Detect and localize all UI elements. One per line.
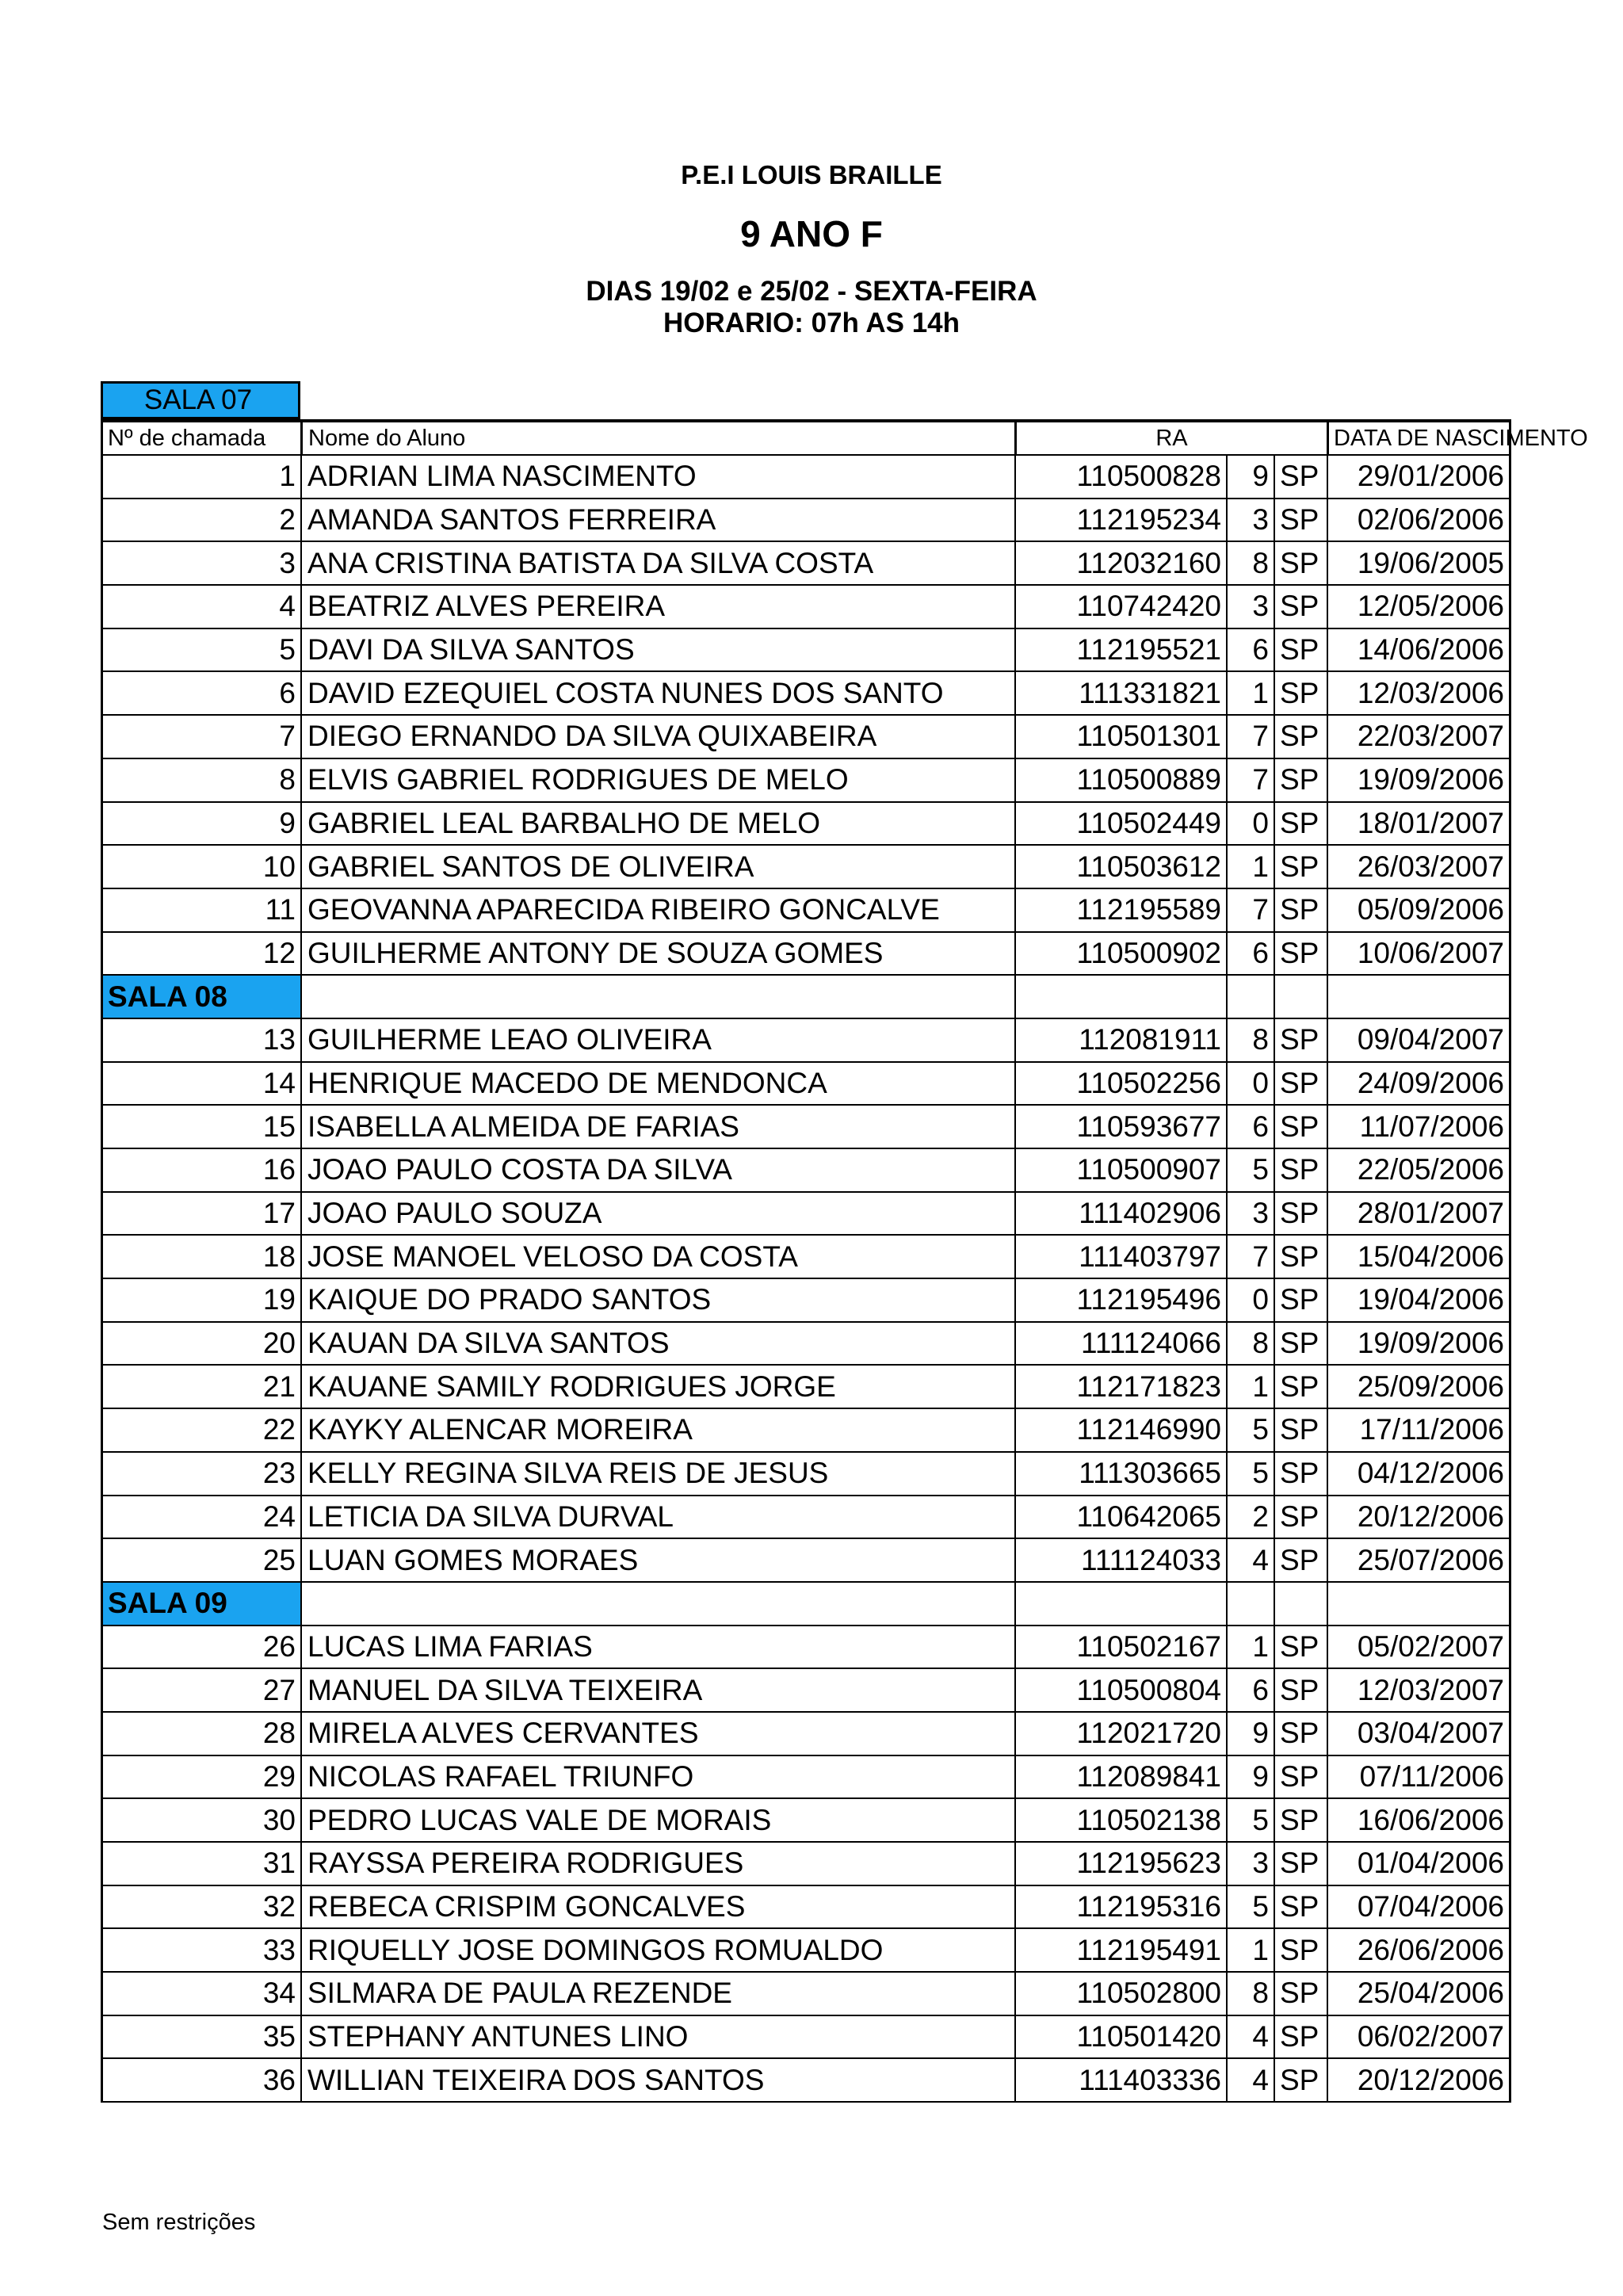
table-row xyxy=(101,846,1511,889)
call-number: 28 xyxy=(101,1713,300,1755)
ra-number: 111402906 xyxy=(1014,1193,1226,1235)
table-row xyxy=(101,2016,1511,2060)
ra-digit: 5 xyxy=(1226,1799,1274,1841)
birth-date: 05/02/2007 xyxy=(1327,1626,1511,1668)
student-name: KAUAN DA SILVA SANTOS xyxy=(300,1323,1014,1365)
ra-number: 112195316 xyxy=(1014,1886,1226,1928)
ra-state: SP xyxy=(1274,629,1327,671)
ra-state: SP xyxy=(1274,1626,1327,1668)
ra-number: 112146990 xyxy=(1014,1409,1226,1451)
sala-label: SALA 09 xyxy=(101,1583,300,1625)
table-row xyxy=(101,889,1511,933)
ra-number: 110500902 xyxy=(1014,933,1226,975)
ra-state: SP xyxy=(1274,1929,1327,1971)
table-row xyxy=(101,1669,1511,1713)
ra-state: SP xyxy=(1274,1539,1327,1581)
student-name: ANA CRISTINA BATISTA DA SILVA COSTA xyxy=(300,542,1014,584)
call-number: 4 xyxy=(101,586,300,628)
table-row xyxy=(101,629,1511,673)
table-row xyxy=(101,1323,1511,1366)
student-name: AMANDA SANTOS FERREIRA xyxy=(300,499,1014,541)
birth-date: 22/05/2006 xyxy=(1327,1149,1511,1191)
ra-digit: 7 xyxy=(1226,716,1274,758)
ra-digit: 6 xyxy=(1226,1106,1274,1148)
ra-state: SP xyxy=(1274,1756,1327,1798)
ra-digit: 9 xyxy=(1226,1756,1274,1798)
exam-days: DIAS 19/02 e 25/02 - SEXTA-FEIRA xyxy=(586,276,1037,307)
birth-date: 24/09/2006 xyxy=(1327,1063,1511,1105)
ra-number: 112195496 xyxy=(1014,1279,1226,1321)
call-number: 19 xyxy=(101,1279,300,1321)
ra-number: 112089841 xyxy=(1014,1756,1226,1798)
call-number: 12 xyxy=(101,933,300,975)
ra-state: SP xyxy=(1274,1713,1327,1755)
ra-digit: 1 xyxy=(1226,672,1274,714)
ra-number: 112081911 xyxy=(1014,1019,1226,1061)
ra-number: 112171823 xyxy=(1014,1366,1226,1408)
student-name: SILMARA DE PAULA REZENDE xyxy=(300,1973,1014,2015)
ra-number: 111331821 xyxy=(1014,672,1226,714)
student-name: GUILHERME ANTONY DE SOUZA GOMES xyxy=(300,933,1014,975)
call-number: 35 xyxy=(101,2016,300,2058)
table-row xyxy=(101,672,1511,716)
call-number: 8 xyxy=(101,759,300,801)
student-name: JOAO PAULO SOUZA xyxy=(300,1193,1014,1235)
table-row xyxy=(101,803,1511,846)
column-header-row xyxy=(101,419,1588,456)
ra-state: SP xyxy=(1274,1886,1327,1928)
sala-row xyxy=(101,976,1511,1019)
table-row xyxy=(101,1019,1511,1063)
birth-date: 12/05/2006 xyxy=(1327,586,1511,628)
empty-cell xyxy=(300,1583,1014,1625)
empty-cell xyxy=(1226,1583,1274,1625)
birth-date: 10/06/2007 xyxy=(1327,933,1511,975)
birth-date: 06/02/2007 xyxy=(1327,2016,1511,2058)
ra-state: SP xyxy=(1274,1799,1327,1841)
student-name: MIRELA ALVES CERVANTES xyxy=(300,1713,1014,1755)
call-number: 21 xyxy=(101,1366,300,1408)
birth-date: 09/04/2007 xyxy=(1327,1019,1511,1061)
ra-state: SP xyxy=(1274,1323,1327,1365)
ra-number: 112195521 xyxy=(1014,629,1226,671)
col-header-ra: RA xyxy=(1014,422,1327,454)
ra-number: 110500804 xyxy=(1014,1669,1226,1711)
table-row xyxy=(101,1409,1511,1453)
table-row xyxy=(101,933,1511,976)
ra-digit: 7 xyxy=(1226,1236,1274,1278)
table-row xyxy=(101,1799,1511,1843)
ra-state: SP xyxy=(1274,2016,1327,2058)
student-name: NICOLAS RAFAEL TRIUNFO xyxy=(300,1756,1014,1798)
table-row xyxy=(101,716,1511,759)
birth-date: 01/04/2006 xyxy=(1327,1843,1511,1885)
birth-date: 16/06/2006 xyxy=(1327,1799,1511,1841)
student-name: WILLIAN TEIXEIRA DOS SANTOS xyxy=(300,2059,1014,2101)
call-number: 32 xyxy=(101,1886,300,1928)
student-name: PEDRO LUCAS VALE DE MORAIS xyxy=(300,1799,1014,1841)
table-row xyxy=(101,456,1511,499)
ra-digit: 3 xyxy=(1226,586,1274,628)
ra-number: 112195234 xyxy=(1014,499,1226,541)
birth-date: 14/06/2006 xyxy=(1327,629,1511,671)
birth-date: 25/04/2006 xyxy=(1327,1973,1511,2015)
ra-state: SP xyxy=(1274,1843,1327,1885)
ra-number: 110501301 xyxy=(1014,716,1226,758)
sala-row xyxy=(101,381,1511,419)
ra-digit: 1 xyxy=(1226,1929,1274,1971)
call-number: 34 xyxy=(101,1973,300,2015)
ra-state: SP xyxy=(1274,1279,1327,1321)
ra-number: 110502167 xyxy=(1014,1626,1226,1668)
ra-state: SP xyxy=(1274,1149,1327,1191)
ra-digit: 4 xyxy=(1226,1539,1274,1581)
ra-digit: 8 xyxy=(1226,1973,1274,2015)
table-row xyxy=(101,1626,1511,1670)
table-row xyxy=(101,499,1511,543)
ra-digit: 8 xyxy=(1226,1323,1274,1365)
ra-number: 111303665 xyxy=(1014,1453,1226,1495)
birth-date: 05/09/2006 xyxy=(1327,889,1511,931)
call-number: 2 xyxy=(101,499,300,541)
ra-digit: 3 xyxy=(1226,1193,1274,1235)
ra-digit: 6 xyxy=(1226,933,1274,975)
birth-date: 26/03/2007 xyxy=(1327,846,1511,888)
ra-number: 110642065 xyxy=(1014,1496,1226,1538)
student-name: RAYSSA PEREIRA RODRIGUES xyxy=(300,1843,1014,1885)
ra-digit: 7 xyxy=(1226,889,1274,931)
call-number: 1 xyxy=(101,456,300,498)
table-row xyxy=(101,1063,1511,1106)
ra-state: SP xyxy=(1274,759,1327,801)
ra-digit: 2 xyxy=(1226,1496,1274,1538)
ra-digit: 4 xyxy=(1226,2059,1274,2101)
ra-state: SP xyxy=(1274,1409,1327,1451)
empty-cell xyxy=(1274,1583,1327,1625)
table-row xyxy=(101,1106,1511,1149)
ra-digit: 0 xyxy=(1226,1279,1274,1321)
ra-number: 112195589 xyxy=(1014,889,1226,931)
table-row xyxy=(101,1149,1511,1193)
ra-digit: 0 xyxy=(1226,1063,1274,1105)
birth-date: 19/09/2006 xyxy=(1327,759,1511,801)
call-number: 25 xyxy=(101,1539,300,1581)
call-number: 27 xyxy=(101,1669,300,1711)
empty-cell xyxy=(1327,976,1511,1018)
col-header-birth: DATA DE NASCIMENTO xyxy=(1327,422,1511,454)
birth-date: 29/01/2006 xyxy=(1327,456,1511,498)
ra-number: 110742420 xyxy=(1014,586,1226,628)
birth-date: 12/03/2006 xyxy=(1327,672,1511,714)
birth-date: 19/09/2006 xyxy=(1327,1323,1511,1365)
ra-state: SP xyxy=(1274,1193,1327,1235)
ra-digit: 4 xyxy=(1226,2016,1274,2058)
ra-number: 111403797 xyxy=(1014,1236,1226,1278)
student-name: REBECA CRISPIM GONCALVES xyxy=(300,1886,1014,1928)
call-number: 30 xyxy=(101,1799,300,1841)
ra-state: SP xyxy=(1274,846,1327,888)
ra-state: SP xyxy=(1274,889,1327,931)
ra-number: 110502449 xyxy=(1014,803,1226,845)
ra-digit: 9 xyxy=(1226,1713,1274,1755)
student-name: KAYKY ALENCAR MOREIRA xyxy=(300,1409,1014,1451)
ra-state: SP xyxy=(1274,716,1327,758)
sala-label: SALA 08 xyxy=(101,976,300,1018)
birth-date: 22/03/2007 xyxy=(1327,716,1511,758)
call-number: 23 xyxy=(101,1453,300,1495)
call-number: 22 xyxy=(101,1409,300,1451)
table-row xyxy=(101,1236,1511,1279)
ra-number: 111124033 xyxy=(1014,1539,1226,1581)
call-number: 9 xyxy=(101,803,300,845)
col-header-name: Nome do Aluno xyxy=(300,422,1014,454)
student-name: RIQUELLY JOSE DOMINGOS ROMUALDO xyxy=(300,1929,1014,1971)
call-number: 13 xyxy=(101,1019,300,1061)
call-number: 10 xyxy=(101,846,300,888)
birth-date: 04/12/2006 xyxy=(1327,1453,1511,1495)
sala-label: SALA 07 xyxy=(101,381,300,419)
table-row xyxy=(101,542,1511,586)
table-row xyxy=(101,1973,1511,2016)
call-number: 26 xyxy=(101,1626,300,1668)
sala-row xyxy=(101,1583,1511,1626)
ra-digit: 6 xyxy=(1226,1669,1274,1711)
ra-number: 110503612 xyxy=(1014,846,1226,888)
ra-digit: 5 xyxy=(1226,1149,1274,1191)
ra-digit: 5 xyxy=(1226,1453,1274,1495)
birth-date: 19/04/2006 xyxy=(1327,1279,1511,1321)
student-name: DAVI DA SILVA SANTOS xyxy=(300,629,1014,671)
birth-date: 19/06/2005 xyxy=(1327,542,1511,584)
ra-digit: 3 xyxy=(1226,499,1274,541)
table-row xyxy=(101,1756,1511,1800)
exam-hours: HORARIO: 07h AS 14h xyxy=(663,308,960,338)
student-name: KAUANE SAMILY RODRIGUES JORGE xyxy=(300,1366,1014,1408)
ra-digit: 9 xyxy=(1226,456,1274,498)
ra-number: 111403336 xyxy=(1014,2059,1226,2101)
school-name: P.E.I LOUIS BRAILLE xyxy=(681,160,942,189)
ra-number: 112195623 xyxy=(1014,1843,1226,1885)
student-name: ADRIAN LIMA NASCIMENTO xyxy=(300,456,1014,498)
ra-digit: 3 xyxy=(1226,1843,1274,1885)
ra-state: SP xyxy=(1274,2059,1327,2101)
ra-state: SP xyxy=(1274,1063,1327,1105)
ra-state: SP xyxy=(1274,672,1327,714)
table-row xyxy=(101,1713,1511,1756)
ra-state: SP xyxy=(1274,1496,1327,1538)
call-number: 11 xyxy=(101,889,300,931)
birth-date: 17/11/2006 xyxy=(1327,1409,1511,1451)
empty-cell xyxy=(1226,976,1274,1018)
footer-note: Sem restrições xyxy=(102,2210,256,2235)
ra-digit: 7 xyxy=(1226,759,1274,801)
birth-date: 20/12/2006 xyxy=(1327,2059,1511,2101)
student-name: GABRIEL LEAL BARBALHO DE MELO xyxy=(300,803,1014,845)
empty-cell xyxy=(1014,976,1226,1018)
ra-digit: 8 xyxy=(1226,542,1274,584)
ra-digit: 1 xyxy=(1226,846,1274,888)
birth-date: 26/06/2006 xyxy=(1327,1929,1511,1971)
ra-digit: 6 xyxy=(1226,629,1274,671)
ra-number: 111124066 xyxy=(1014,1323,1226,1365)
ra-state: SP xyxy=(1274,1366,1327,1408)
student-name: KAIQUE DO PRADO SANTOS xyxy=(300,1279,1014,1321)
table-row xyxy=(101,1496,1511,1540)
ra-digit: 8 xyxy=(1226,1019,1274,1061)
call-number: 36 xyxy=(101,2059,300,2101)
ra-number: 112032160 xyxy=(1014,542,1226,584)
call-number: 17 xyxy=(101,1193,300,1235)
student-name: KELLY REGINA SILVA REIS DE JESUS xyxy=(300,1453,1014,1495)
ra-number: 110501420 xyxy=(1014,2016,1226,2058)
table-row xyxy=(101,1453,1511,1496)
table-row xyxy=(101,1886,1511,1930)
student-name: DAVID EZEQUIEL COSTA NUNES DOS SANTO xyxy=(300,672,1014,714)
ra-state: SP xyxy=(1274,499,1327,541)
student-name: LUAN GOMES MORAES xyxy=(300,1539,1014,1581)
call-number: 16 xyxy=(101,1149,300,1191)
table-row xyxy=(101,1539,1511,1583)
table-row xyxy=(101,1279,1511,1323)
student-name: JOSE MANOEL VELOSO DA COSTA xyxy=(300,1236,1014,1278)
student-name: GUILHERME LEAO OLIVEIRA xyxy=(300,1019,1014,1061)
table-row xyxy=(101,2059,1511,2103)
student-name: ELVIS GABRIEL RODRIGUES DE MELO xyxy=(300,759,1014,801)
birth-date: 07/04/2006 xyxy=(1327,1886,1511,1928)
ra-digit: 5 xyxy=(1226,1409,1274,1451)
table-row xyxy=(101,586,1511,629)
ra-number: 110593677 xyxy=(1014,1106,1226,1148)
birth-date: 15/04/2006 xyxy=(1327,1236,1511,1278)
ra-number: 110502800 xyxy=(1014,1973,1226,2015)
ra-state: SP xyxy=(1274,1106,1327,1148)
call-number: 29 xyxy=(101,1756,300,1798)
ra-number: 110500828 xyxy=(1014,456,1226,498)
col-header-number: Nº de chamada xyxy=(101,422,300,454)
ra-digit: 1 xyxy=(1226,1626,1274,1668)
ra-state: SP xyxy=(1274,1453,1327,1495)
student-name: LETICIA DA SILVA DURVAL xyxy=(300,1496,1014,1538)
call-number: 20 xyxy=(101,1323,300,1365)
call-number: 5 xyxy=(101,629,300,671)
ra-digit: 5 xyxy=(1226,1886,1274,1928)
ra-digit: 0 xyxy=(1226,803,1274,845)
empty-cell xyxy=(300,976,1014,1018)
empty-cell xyxy=(1274,976,1327,1018)
student-name: JOAO PAULO COSTA DA SILVA xyxy=(300,1149,1014,1191)
ra-number: 110500889 xyxy=(1014,759,1226,801)
ra-number: 110502256 xyxy=(1014,1063,1226,1105)
student-name: ISABELLA ALMEIDA DE FARIAS xyxy=(300,1106,1014,1148)
empty-cell xyxy=(1327,1583,1511,1625)
call-number: 15 xyxy=(101,1106,300,1148)
table-row xyxy=(101,1929,1511,1973)
ra-state: SP xyxy=(1274,586,1327,628)
birth-date: 07/11/2006 xyxy=(1327,1756,1511,1798)
call-number: 33 xyxy=(101,1929,300,1971)
ra-state: SP xyxy=(1274,456,1327,498)
ra-state: SP xyxy=(1274,933,1327,975)
class-title: 9 ANO F xyxy=(740,213,883,254)
call-number: 24 xyxy=(101,1496,300,1538)
ra-number: 110502138 xyxy=(1014,1799,1226,1841)
table-row xyxy=(101,1843,1511,1886)
student-table xyxy=(101,381,1588,2103)
ra-number: 110500907 xyxy=(1014,1149,1226,1191)
student-name: GEOVANNA APARECIDA RIBEIRO GONCALVE xyxy=(300,889,1014,931)
student-name: STEPHANY ANTUNES LINO xyxy=(300,2016,1014,2058)
ra-number: 112195491 xyxy=(1014,1929,1226,1971)
birth-date: 12/03/2007 xyxy=(1327,1669,1511,1711)
birth-date: 28/01/2007 xyxy=(1327,1193,1511,1235)
student-name: GABRIEL SANTOS DE OLIVEIRA xyxy=(300,846,1014,888)
ra-number: 112021720 xyxy=(1014,1713,1226,1755)
table-row xyxy=(101,1193,1511,1236)
birth-date: 03/04/2007 xyxy=(1327,1713,1511,1755)
ra-state: SP xyxy=(1274,1019,1327,1061)
ra-state: SP xyxy=(1274,803,1327,845)
student-name: DIEGO ERNANDO DA SILVA QUIXABEIRA xyxy=(300,716,1014,758)
ra-digit: 1 xyxy=(1226,1366,1274,1408)
call-number: 3 xyxy=(101,542,300,584)
ra-state: SP xyxy=(1274,1669,1327,1711)
table-row xyxy=(101,1366,1511,1409)
birth-date: 11/07/2006 xyxy=(1327,1106,1511,1148)
birth-date: 20/12/2006 xyxy=(1327,1496,1511,1538)
student-name: LUCAS LIMA FARIAS xyxy=(300,1626,1014,1668)
empty-cell xyxy=(1014,1583,1226,1625)
birth-date: 18/01/2007 xyxy=(1327,803,1511,845)
call-number: 14 xyxy=(101,1063,300,1105)
birth-date: 25/09/2006 xyxy=(1327,1366,1511,1408)
ra-state: SP xyxy=(1274,542,1327,584)
student-name: MANUEL DA SILVA TEIXEIRA xyxy=(300,1669,1014,1711)
student-name: HENRIQUE MACEDO DE MENDONCA xyxy=(300,1063,1014,1105)
birth-date: 02/06/2006 xyxy=(1327,499,1511,541)
call-number: 18 xyxy=(101,1236,300,1278)
ra-state: SP xyxy=(1274,1973,1327,2015)
call-number: 7 xyxy=(101,716,300,758)
student-name: BEATRIZ ALVES PEREIRA xyxy=(300,586,1014,628)
call-number: 6 xyxy=(101,672,300,714)
table-row xyxy=(101,759,1511,803)
birth-date: 25/07/2006 xyxy=(1327,1539,1511,1581)
ra-state: SP xyxy=(1274,1236,1327,1278)
call-number: 31 xyxy=(101,1843,300,1885)
